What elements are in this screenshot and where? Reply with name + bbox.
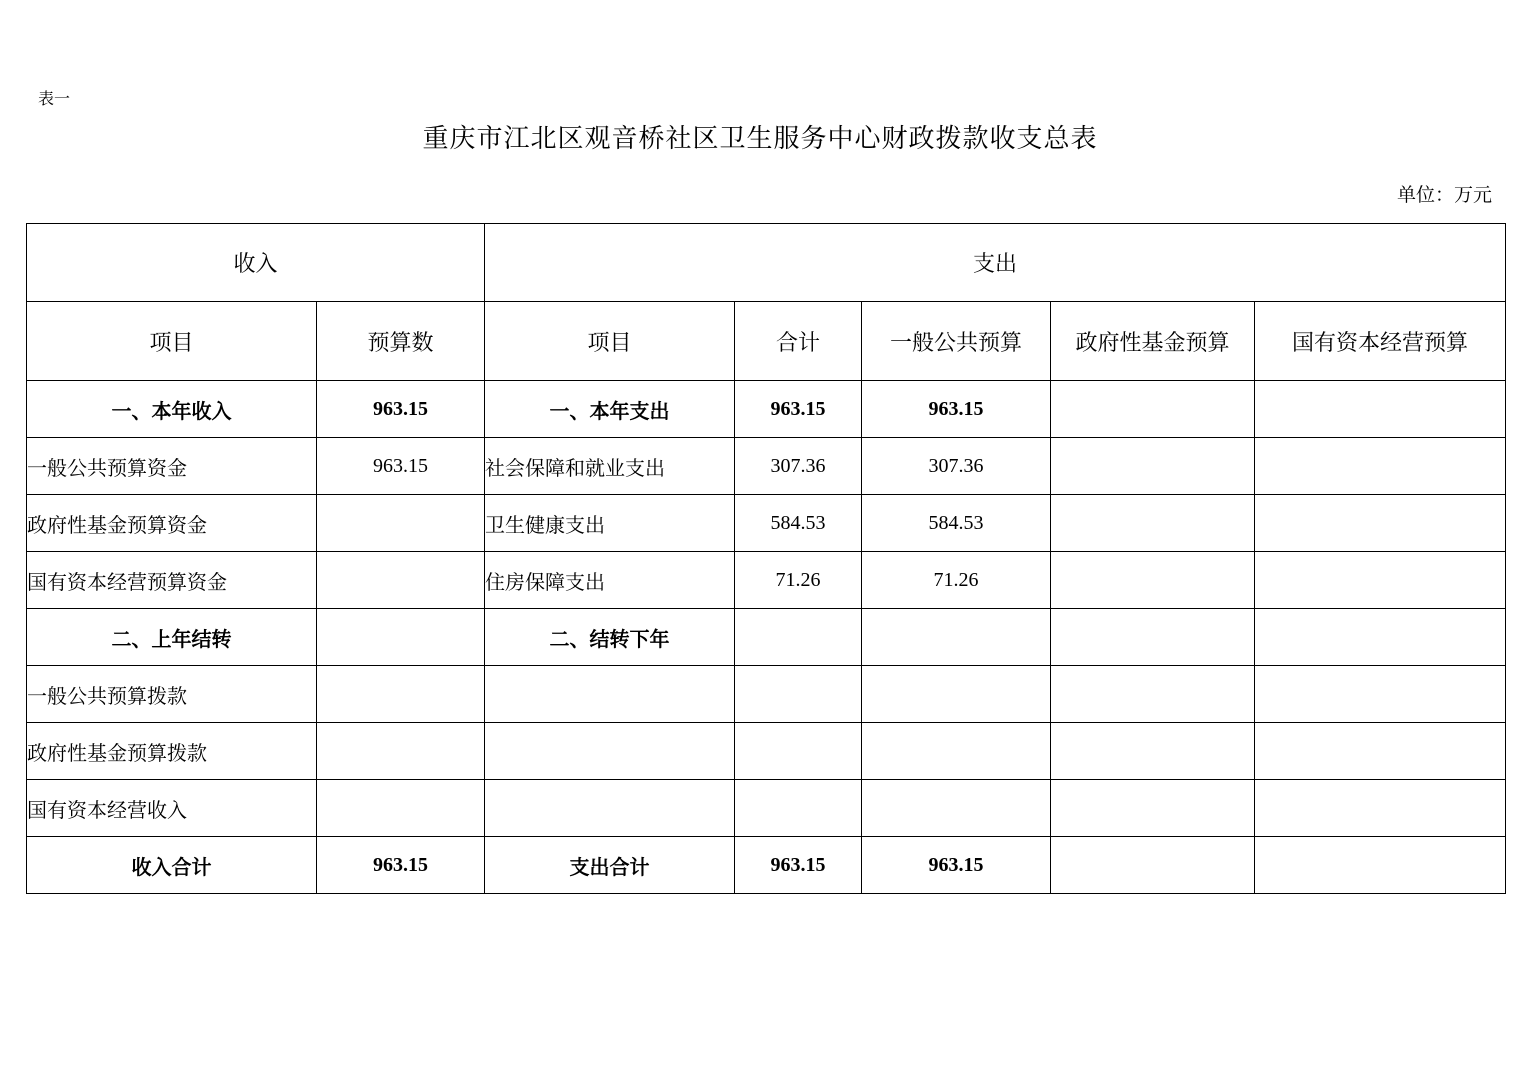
col-header-budget-amount: 预算数 <box>317 302 485 381</box>
table-row <box>27 609 1506 666</box>
general-budget-cell <box>862 609 1051 666</box>
table-row <box>27 495 1506 552</box>
general-budget-cell: 307.36 <box>862 438 1051 495</box>
total-cell <box>735 609 862 666</box>
col-header-fund-budget: 政府性基金预算 <box>1051 302 1255 381</box>
header-row-groups <box>27 224 1506 302</box>
income-item-cell: 二、上年结转 <box>27 609 317 666</box>
fund-budget-cell <box>1051 381 1255 438</box>
expense-item-cell: 卫生健康支出 <box>485 495 735 552</box>
income-item-cell: 政府性基金预算资金 <box>27 495 317 552</box>
state-capital-total <box>1255 837 1506 894</box>
income-total-amount: 963.15 <box>317 837 485 894</box>
income-amount-cell <box>317 666 485 723</box>
fund-budget-cell <box>1051 609 1255 666</box>
state-capital-cell <box>1255 495 1506 552</box>
table-row <box>27 780 1506 837</box>
unit-label: 单位：万元 <box>1396 184 1492 206</box>
total-cell <box>735 723 862 780</box>
income-item-cell: 一般公共预算拨款 <box>27 666 317 723</box>
income-amount-cell: 963.15 <box>317 438 485 495</box>
fund-budget-cell <box>1051 438 1255 495</box>
income-amount-cell <box>317 723 485 780</box>
expense-item-cell <box>485 666 735 723</box>
total-cell <box>735 666 862 723</box>
state-capital-cell <box>1255 552 1506 609</box>
expense-total-amount: 963.15 <box>735 837 862 894</box>
income-item-cell: 国有资本经营收入 <box>27 780 317 837</box>
fund-budget-cell <box>1051 495 1255 552</box>
state-capital-cell <box>1255 723 1506 780</box>
general-budget-cell <box>862 666 1051 723</box>
table-row <box>27 381 1506 438</box>
col-header-total: 合计 <box>735 302 862 381</box>
table-row <box>27 723 1506 780</box>
page-title: 重庆市江北区观音桥社区卫生服务中心财政拨款收支总表 <box>422 124 1098 154</box>
income-group-header: 收入 <box>27 224 485 302</box>
income-amount-cell <box>317 552 485 609</box>
income-amount-cell <box>317 780 485 837</box>
col-header-state-capital-budget: 国有资本经营预算 <box>1255 302 1506 381</box>
expense-item-cell <box>485 723 735 780</box>
total-cell: 963.15 <box>735 381 862 438</box>
total-cell: 584.53 <box>735 495 862 552</box>
state-capital-cell <box>1255 780 1506 837</box>
expense-total-label: 支出合计 <box>485 837 735 894</box>
fund-budget-cell <box>1051 552 1255 609</box>
total-cell: 307.36 <box>735 438 862 495</box>
expense-item-cell <box>485 780 735 837</box>
table-number: 表一 <box>38 89 71 108</box>
general-budget-cell: 584.53 <box>862 495 1051 552</box>
expense-item-cell: 二、结转下年 <box>485 609 735 666</box>
general-budget-cell: 71.26 <box>862 552 1051 609</box>
income-amount-cell: 963.15 <box>317 381 485 438</box>
col-header-expense-item: 项目 <box>485 302 735 381</box>
income-total-label: 收入合计 <box>27 837 317 894</box>
general-budget-cell: 963.15 <box>862 381 1051 438</box>
income-item-cell: 一般公共预算资金 <box>27 438 317 495</box>
table-row <box>27 666 1506 723</box>
expense-item-cell: 社会保障和就业支出 <box>485 438 735 495</box>
fund-budget-total <box>1051 837 1255 894</box>
table-row <box>27 438 1506 495</box>
total-cell: 71.26 <box>735 552 862 609</box>
expense-item-cell: 住房保障支出 <box>485 552 735 609</box>
table-row <box>27 552 1506 609</box>
income-amount-cell <box>317 609 485 666</box>
income-item-cell: 一、本年收入 <box>27 381 317 438</box>
fund-budget-cell <box>1051 723 1255 780</box>
expense-group-header: 支出 <box>485 224 1506 302</box>
income-item-cell: 政府性基金预算拨款 <box>27 723 317 780</box>
totals-row <box>27 837 1506 894</box>
general-budget-cell <box>862 780 1051 837</box>
state-capital-cell <box>1255 666 1506 723</box>
state-capital-cell <box>1255 438 1506 495</box>
general-budget-cell <box>862 723 1051 780</box>
state-capital-cell <box>1255 381 1506 438</box>
expense-item-cell: 一、本年支出 <box>485 381 735 438</box>
income-item-cell: 国有资本经营预算资金 <box>27 552 317 609</box>
total-cell <box>735 780 862 837</box>
general-budget-total: 963.15 <box>862 837 1051 894</box>
col-header-income-item: 项目 <box>27 302 317 381</box>
fund-budget-cell <box>1051 666 1255 723</box>
fund-budget-cell <box>1051 780 1255 837</box>
state-capital-cell <box>1255 609 1506 666</box>
income-amount-cell <box>317 495 485 552</box>
budget-summary-table <box>26 223 1506 894</box>
col-header-general-budget: 一般公共预算 <box>862 302 1051 381</box>
header-row-columns <box>27 302 1506 381</box>
